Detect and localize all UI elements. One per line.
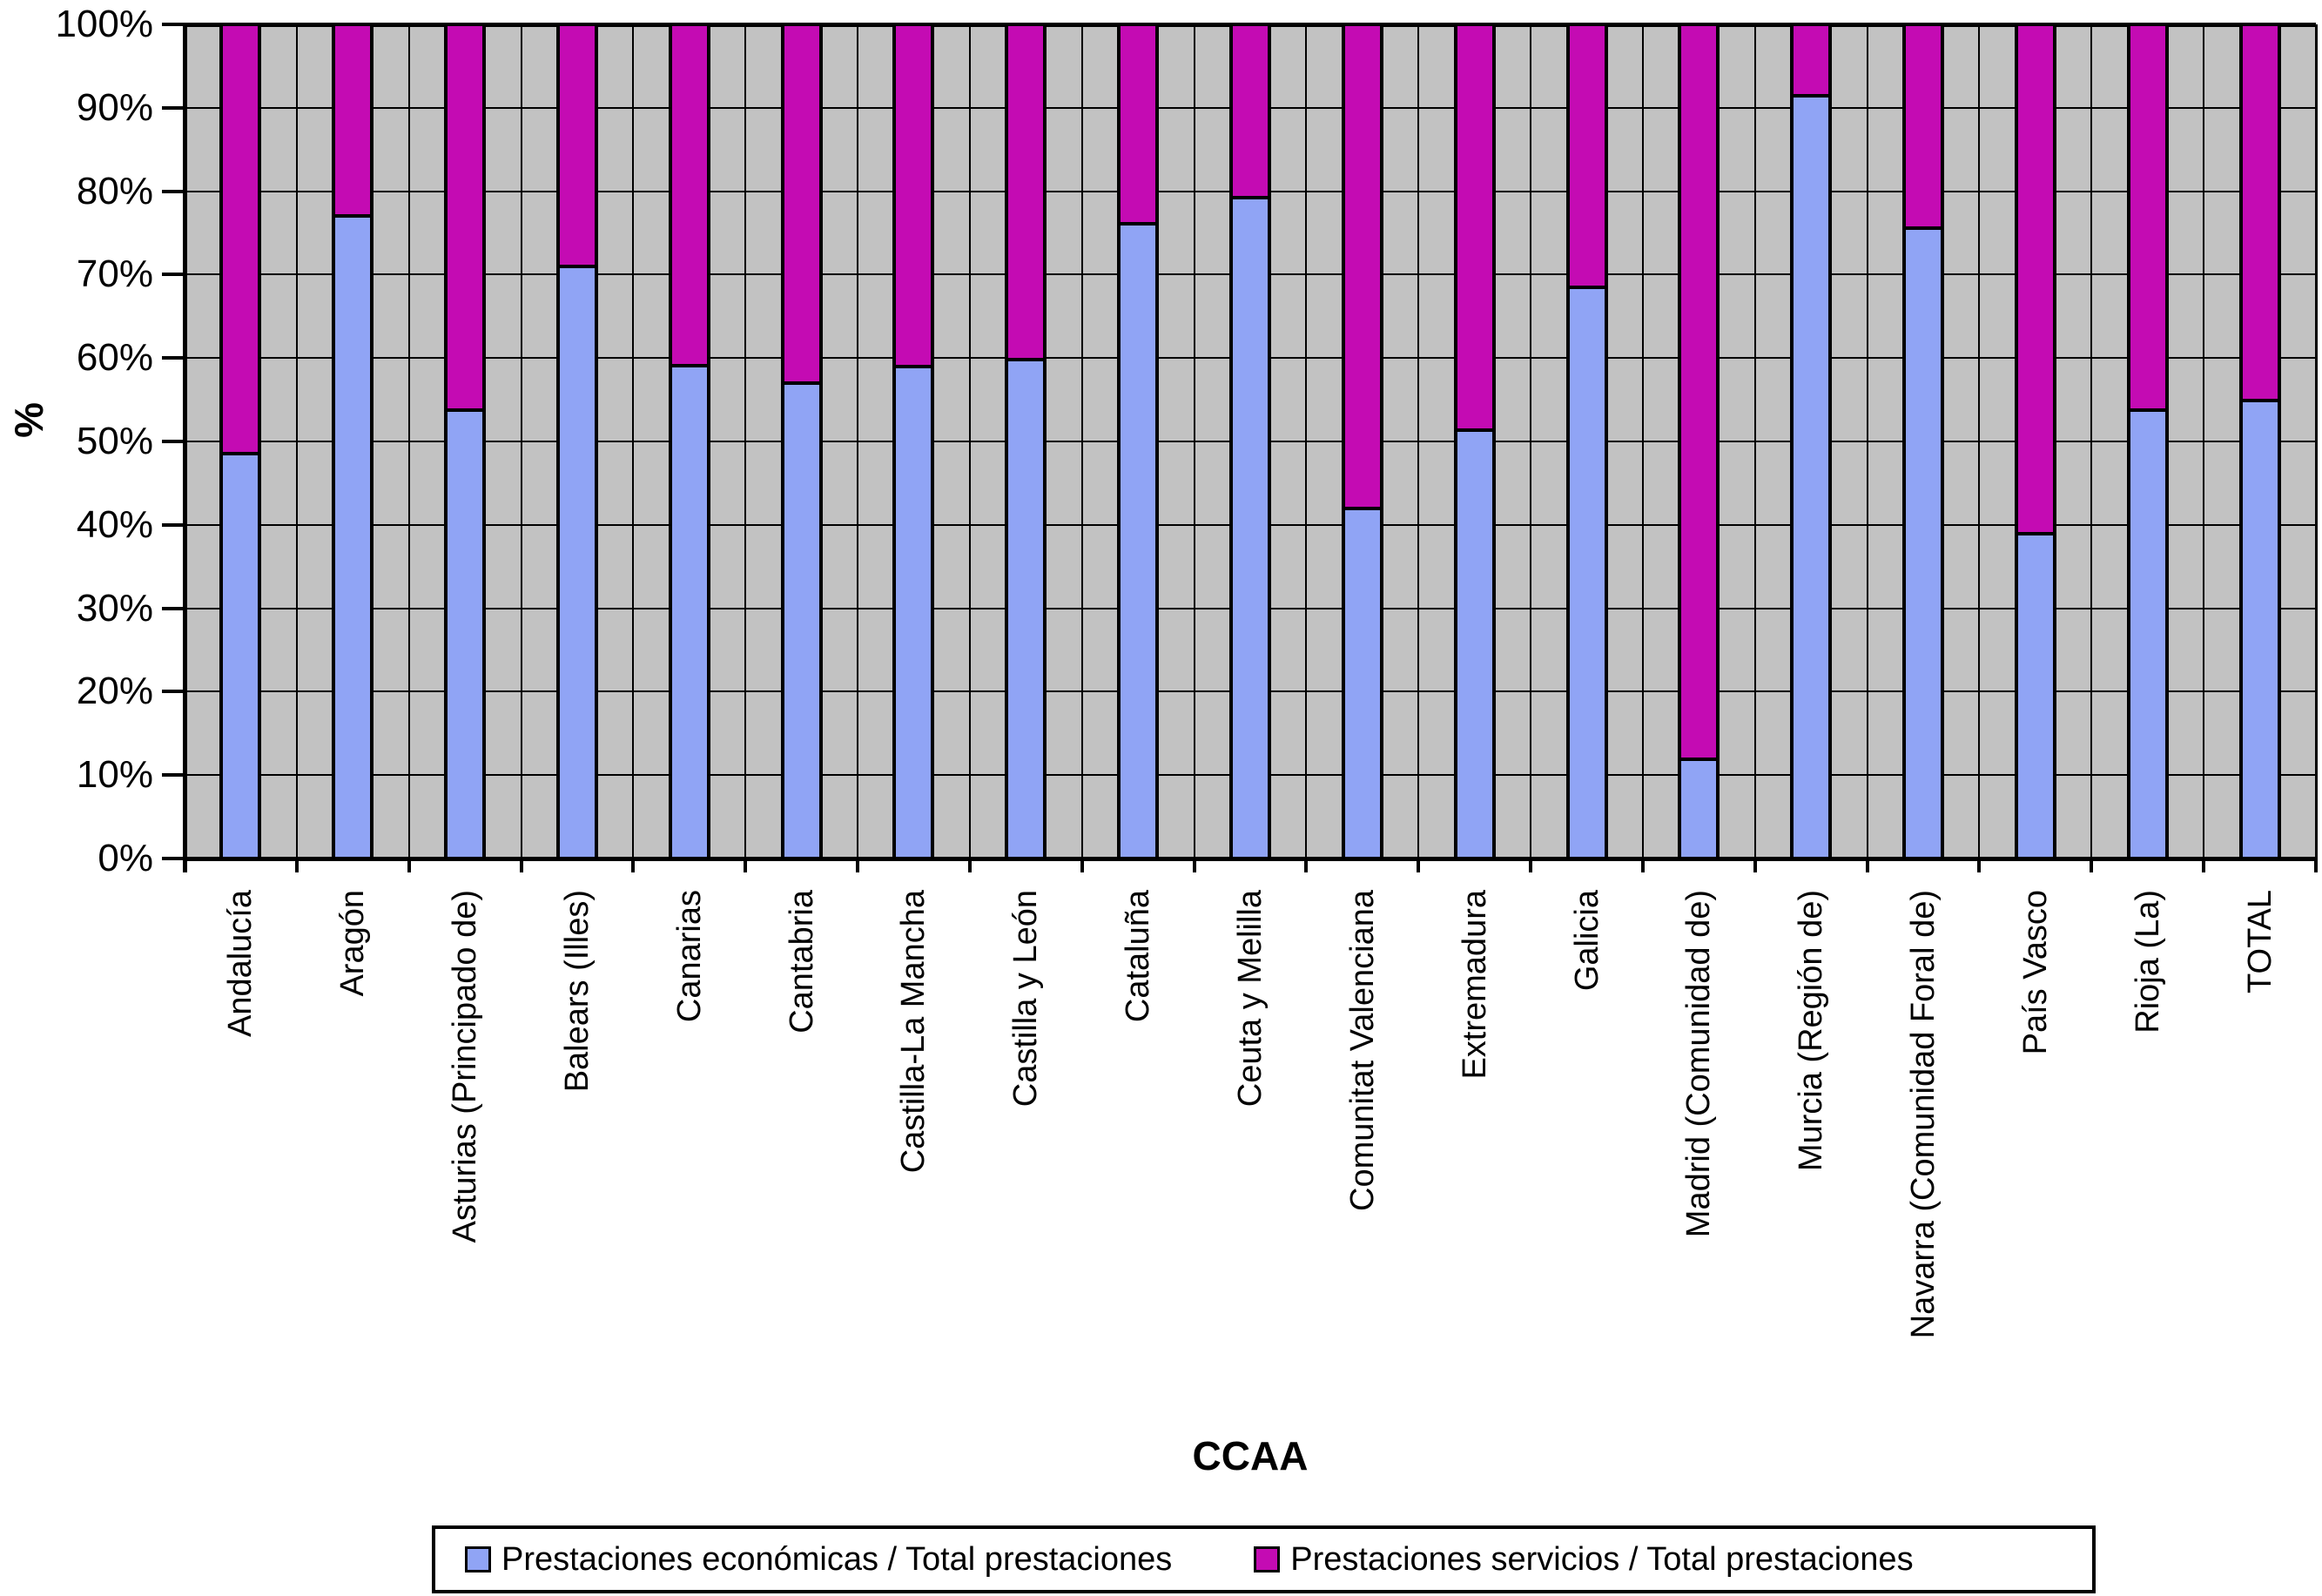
bar-segment-servicios-Canarias [669,23,710,367]
legend-item-servicios [1254,1541,1913,1579]
y-tick-label: 80% [76,169,153,212]
v-gridline [1754,24,1756,859]
legend [432,1525,2096,1593]
x-tick [2202,859,2205,872]
bar-segment-economicas-Madrid (Comunidad de) [1678,758,1720,860]
bar-segment-economicas-Ceuta y Melilla [1229,196,1271,860]
bar-segment-economicas-Rioja (La) [2127,408,2169,860]
bar-segment-economicas-Aragón [332,214,374,860]
x-category-label: Canarias [670,890,708,1023]
x-category-label: Balears (Illes) [558,890,596,1093]
y-tick-label: 100% [55,3,153,45]
y-tick [162,106,185,110]
v-gridline [408,24,410,859]
bar-segment-servicios-Balears (Illes) [556,23,598,268]
x-category-label: Castilla-La Mancha [895,890,932,1174]
bar-segment-economicas-Navarra (Comunidad Foral de) [1902,226,1944,860]
v-gridline [2090,24,2092,859]
x-category-label: Aragón [334,890,372,997]
bar-segment-servicios-Extremadura [1454,23,1496,432]
bar-segment-servicios-Rioja (La) [2127,23,2169,412]
y-axis-line [183,24,187,872]
x-tick [407,859,411,872]
bar-segment-servicios-Castilla y León [1005,23,1047,361]
bar-segment-servicios-Ceuta y Melilla [1229,23,1271,199]
bar-segment-servicios-Cataluña [1117,23,1159,226]
bar-segment-servicios-País Vasco [2015,23,2056,535]
x-category-label: Galicia [1568,890,1605,992]
v-gridline [1867,24,1868,859]
v-gridline [1305,24,1307,859]
x-category-label: Ceuta y Melilla [1232,890,1269,1108]
x-tick [1753,859,1757,872]
y-tick-label: 20% [76,670,153,713]
x-tick [1193,859,1196,872]
x-category-label: Murcia (Región de) [1793,890,1830,1172]
x-category-label: Rioja (La) [2129,890,2166,1034]
v-gridline [1081,24,1083,859]
y-tick [162,23,185,26]
y-tick-label: 40% [76,502,153,546]
v-gridline [1978,24,1980,859]
bar-segment-servicios-Cantabria [781,23,823,385]
bar-segment-servicios-Navarra (Comunidad Foral de) [1902,23,1944,230]
v-gridline [2203,24,2204,859]
x-tick [1529,859,1532,872]
x-axis-title: CCAA [1192,1433,1309,1478]
x-tick [2314,859,2318,872]
x-tick [1304,859,1308,872]
v-gridline [1642,24,1644,859]
x-tick [2090,859,2093,872]
bar-segment-economicas-Cataluña [1117,222,1159,860]
x-tick [1417,859,1420,872]
bar-segment-servicios-Madrid (Comunidad de) [1678,23,1720,761]
x-category-label: Castilla y León [1007,890,1045,1108]
legend-label-servicios: Prestaciones servicios / Total prestaciones [1290,1540,1914,1578]
bar-segment-economicas-Galicia [1566,286,1608,860]
x-category-label: Andalucía [222,890,259,1038]
bar-segment-economicas-Andalucía [219,452,261,860]
legend-label-economicas: Prestaciones económicas / Total prestaciones [501,1540,1173,1578]
y-tick [162,690,185,693]
y-axis-title: % [6,402,51,438]
legend-swatch-economicas-icon [465,1546,491,1572]
bar-segment-servicios-Galicia [1566,23,1608,289]
x-category-label: Extremadura [1456,890,1493,1080]
x-category-label: Asturias (Principado de) [447,890,484,1243]
bar-segment-economicas-Comunitat Valenciana [1342,507,1383,860]
y-tick-label: 10% [76,753,153,797]
x-category-label: Comunitat Valenciana [1343,890,1381,1211]
x-category-label: Cantabria [783,890,820,1034]
v-gridline [969,24,971,859]
bar-segment-economicas-Extremadura [1454,428,1496,860]
y-tick-label: 60% [76,336,153,380]
x-tick [295,859,299,872]
bar-segment-economicas-Castilla-La Mancha [892,365,934,860]
bar-segment-servicios-Andalucía [219,23,261,455]
bar-segment-economicas-Cantabria [781,381,823,860]
y-tick-label: 30% [76,586,153,630]
y-tick [162,773,185,777]
x-tick [1080,859,1084,872]
x-tick [1866,859,1869,872]
legend-item-economicas [465,1541,1172,1579]
bar-segment-servicios-Murcia (Región de) [1790,23,1832,98]
bar-segment-economicas-Castilla y León [1005,358,1047,860]
y-tick [162,273,185,276]
x-tick [1977,859,1981,872]
v-gridline [1530,24,1531,859]
y-tick [162,607,185,610]
x-tick [183,859,186,872]
v-gridline [521,24,522,859]
x-category-label: País Vasco [2016,890,2054,1055]
legend-swatch-servicios-icon [1254,1546,1280,1572]
y-tick-label: 70% [76,253,153,296]
x-tick [520,859,523,872]
v-gridline [1194,24,1195,859]
bar-segment-servicios-Comunitat Valenciana [1342,23,1383,510]
bar-segment-economicas-Balears (Illes) [556,265,598,860]
x-category-label: Madrid (Comunidad de) [1680,890,1718,1238]
y-tick-label: 0% [98,837,153,879]
bar-segment-economicas-País Vasco [2015,532,2056,860]
bar-segment-economicas-Murcia (Región de) [1790,94,1832,860]
x-tick [744,859,747,872]
bar-segment-servicios-Castilla-La Mancha [892,23,934,368]
x-category-label: Cataluña [1120,890,1157,1023]
bar-segment-economicas-TOTAL [2239,399,2281,860]
bar-segment-servicios-TOTAL [2239,23,2281,402]
x-tick [856,859,859,872]
v-gridline [1417,24,1419,859]
y-tick [162,523,185,527]
v-gridline [296,24,298,859]
x-category-label: Navarra (Comunidad Foral de) [1905,890,1942,1339]
bar-segment-economicas-Asturias (Principado de) [444,408,486,860]
x-category-label: TOTAL [2241,890,2278,993]
x-tick [631,859,635,872]
bar-segment-servicios-Asturias (Principado de) [444,23,486,412]
y-tick-label: 50% [76,420,153,462]
bar-segment-economicas-Canarias [669,364,710,860]
v-gridline [857,24,858,859]
bar-segment-servicios-Aragón [332,23,374,218]
y-tick [162,857,185,860]
y-tick [162,356,185,360]
y-tick [162,190,185,193]
y-tick-label: 90% [76,85,153,129]
v-gridline [632,24,634,859]
y-tick [162,440,185,443]
v-gridline [744,24,746,859]
v-gridline [2315,24,2318,859]
x-tick [1641,859,1645,872]
x-tick [968,859,972,872]
